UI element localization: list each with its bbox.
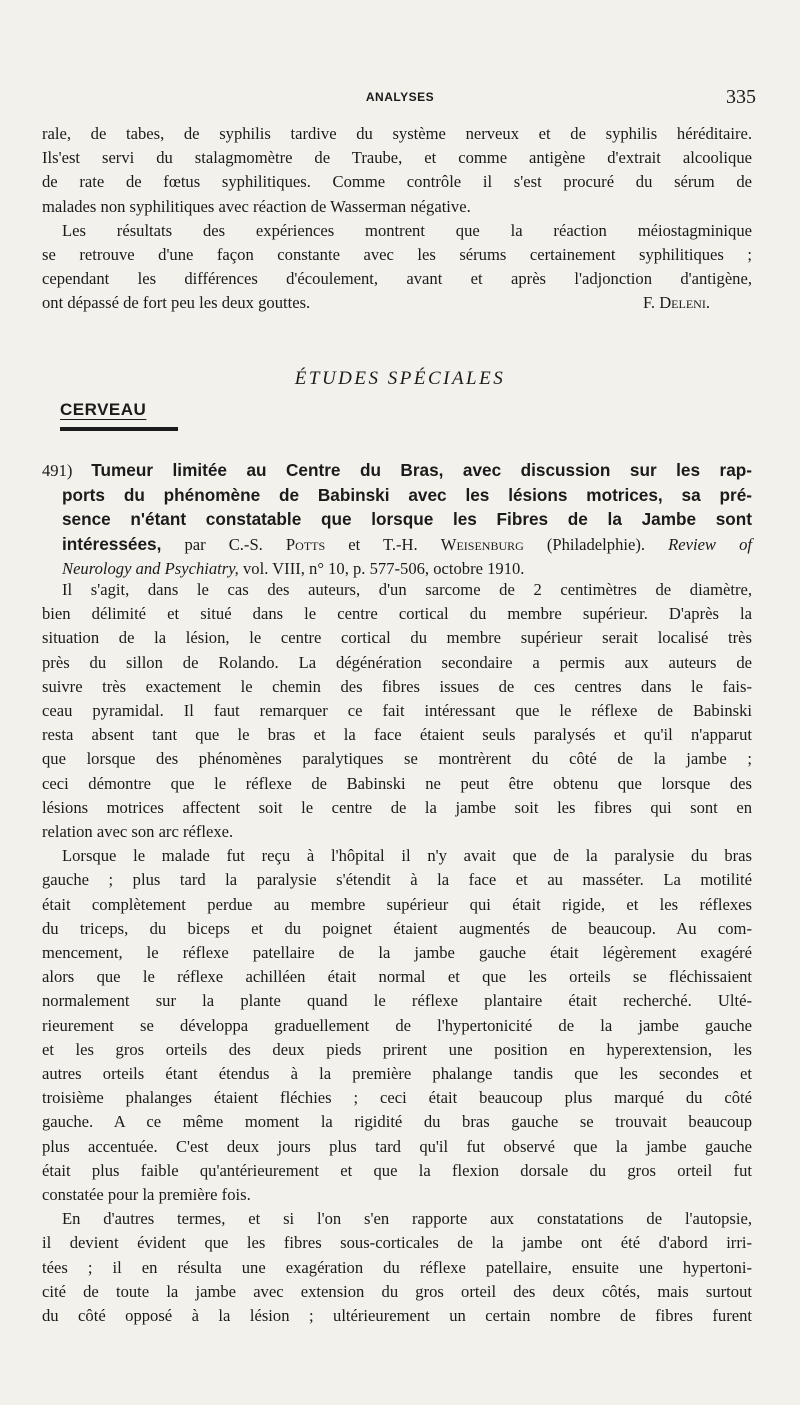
- journal-name-part1: Review of: [668, 534, 752, 554]
- intro-line: cependant les différences d'écoulement, avant et après l'adjonction d'antigène,: [42, 269, 752, 289]
- body-line: était plus faible qu'antérieurement et que la flexion dorsale du gros orteil fut: [42, 1160, 752, 1180]
- body-line: En d'autres termes, et si l'on s'en rapporte aux constatations de l'autopsie,: [62, 1209, 752, 1229]
- byline-et: et T.-H.: [348, 534, 418, 554]
- intro-line: malades non syphilitiques avec réaction de Wasserman négative.: [42, 196, 471, 216]
- body-line: suivre très exactement le chemin des fibres issues de ces centres dans le fais-: [42, 676, 752, 696]
- body-line: cité de toute la jambe avec extension du gros orteil des deux côtés, mais surtout: [42, 1281, 752, 1301]
- article-title-text: Tumeur limitée au Centre du Bras, avec discussion sur les rap-: [91, 460, 752, 480]
- body-line: alors que le réflexe achilléen était normal et que les orteils se fléchissaient: [42, 967, 752, 987]
- article-body: [42, 578, 752, 1328]
- body-line: près du sillon de Rolando. La dégénération secondaire a permis aux auteurs de: [42, 652, 752, 672]
- body-line: que lorsque des phénomènes paralytiques se montrèrent du côté de la jambe ;: [42, 749, 752, 769]
- body-line: rieurement se développa graduellement de l'hypertonicité de la jambe gauche: [42, 1015, 752, 1035]
- section-title: ÉTUDES SPÉCIALES: [294, 368, 506, 389]
- intro-line: Les résultats des expériences montrent que la réaction méiostagminique: [62, 220, 752, 240]
- body-line: bien délimité et situé dans le centre cortical du membre supérieur. D'après la: [42, 604, 752, 624]
- body-line: Lorsque le malade fut reçu à l'hôpital il n'y avait que de la paralysie du bras: [62, 846, 752, 866]
- body-line: du côté opposé à la lésion ; ultérieurement un certain nombre de fibres furent: [42, 1306, 752, 1326]
- body-line: ceci démontre que le réflexe de Babinski ne peut être obtenu que lorsque des: [42, 773, 752, 793]
- body-line: du triceps, du biceps et du poignet étaient augmentés de beaucoup. Au com-: [42, 918, 752, 938]
- body-line: troisième phalanges étaient fléchies ; ceci était beaucoup plus marqué du côté: [42, 1088, 752, 1108]
- intro-line: Ils'est servi du stalagmomètre de Traube, et comme antigène d'extrait alcoolique: [42, 148, 752, 168]
- body-line: autres orteils étant étendus à la première phalange tandis que les secondes et: [42, 1064, 752, 1084]
- body-line: et les gros orteils des deux pieds prirent une position en hyperextension, les: [42, 1039, 752, 1059]
- intro-last-line: [42, 291, 752, 315]
- byline-par: par C.-S.: [184, 534, 263, 554]
- body-line: relation avec son arc réflexe.: [42, 822, 234, 842]
- intro-text: [42, 122, 752, 316]
- body-line: gauche. A ce même moment la rigidité du bras gauche se trouvait beaucoup: [42, 1112, 752, 1132]
- subsection-heading: CERVEAU: [60, 400, 147, 419]
- body-line: plus accentuée. C'est deux jours plus tard qu'il fut observé que la jambe gauche: [42, 1136, 752, 1156]
- article-title-line: ports du phénomène de Babinski avec les lésions motrices, sa pré-: [62, 485, 752, 506]
- signature-name: Deleni.: [659, 293, 710, 313]
- body-line: situation de la lésion, le centre cortical du membre supérieur serait localisé très: [42, 628, 752, 648]
- article-title-line: [42, 458, 752, 483]
- body-line: il devient évident que les fibres sous-corticales de la jambe ont été d'abord irri-: [42, 1233, 752, 1253]
- running-head: ANALYSES: [365, 90, 435, 104]
- signature: [643, 291, 710, 315]
- body-line: constatée pour la première fois.: [42, 1185, 251, 1205]
- body-line: tées ; il en résulta une exagération du réflexe patellaire, ensuite une hypertoni-: [42, 1257, 752, 1277]
- signature-initial: F.: [642, 293, 656, 313]
- body-line: mencement, le réflexe patellaire de la jambe gauche était légèrement exagéré: [42, 943, 752, 963]
- intro-line: de rate de fœtus syphilitiques. Comme contrôle il s'est procuré du sérum de: [42, 172, 752, 192]
- citation-details: vol. VIII, n° 10, p. 577-506, octobre 1910.: [242, 558, 525, 578]
- journal-name-part2: Neurology and Psychiatry,: [62, 558, 239, 578]
- intro-line: rale, de tabes, de syphilis tardive du système nerveux et de syphilis héréditaire.: [42, 124, 752, 143]
- body-line: resta absent tant que le bras et la face étaient seuls paralysés et qu'il n'apparut: [42, 725, 752, 745]
- subsection-rule: [60, 427, 178, 431]
- page-number: 335: [726, 86, 756, 108]
- body-line: lésions motrices affectent soit le centre de la jambe soit les fibres qui sont en: [42, 797, 752, 817]
- body-line: normalement sur la plante quand le réflexe plantaire était recherché. Ulté-: [42, 991, 752, 1011]
- article-title-line: sence n'étant constatable que lorsque les Fibres de la Jambe sont: [62, 509, 752, 530]
- author-location: (Philadelphie).: [546, 534, 646, 554]
- author-weisenburg: Weisenburg: [440, 534, 524, 554]
- article-byline: [42, 532, 752, 557]
- article-heading: [42, 458, 752, 581]
- intro-line: ont dépassé de fort peu les deux gouttes.: [42, 293, 311, 313]
- author-potts: Potts: [285, 534, 326, 554]
- body-line: Il s'agit, dans le cas des auteurs, d'un sarcome de 2 centimètres de diamètre,: [62, 580, 752, 599]
- body-line: gauche ; plus tard la paralysie s'étendit à la face et au masséter. La motilité: [42, 870, 752, 890]
- intro-line: se retrouve d'une façon constante avec les sérums certainement syphilitiques ;: [42, 245, 752, 265]
- article-number: 491): [42, 461, 73, 480]
- body-line: était complètement perdue au membre supérieur qui était rigide, et les réflexes: [42, 894, 752, 914]
- article-title-end: intéressées,: [62, 533, 162, 554]
- body-line: ceau pyramidal. Il faut remarquer ce fait intéressant que le réflexe de Babinski: [42, 701, 752, 721]
- page-header: [0, 86, 800, 110]
